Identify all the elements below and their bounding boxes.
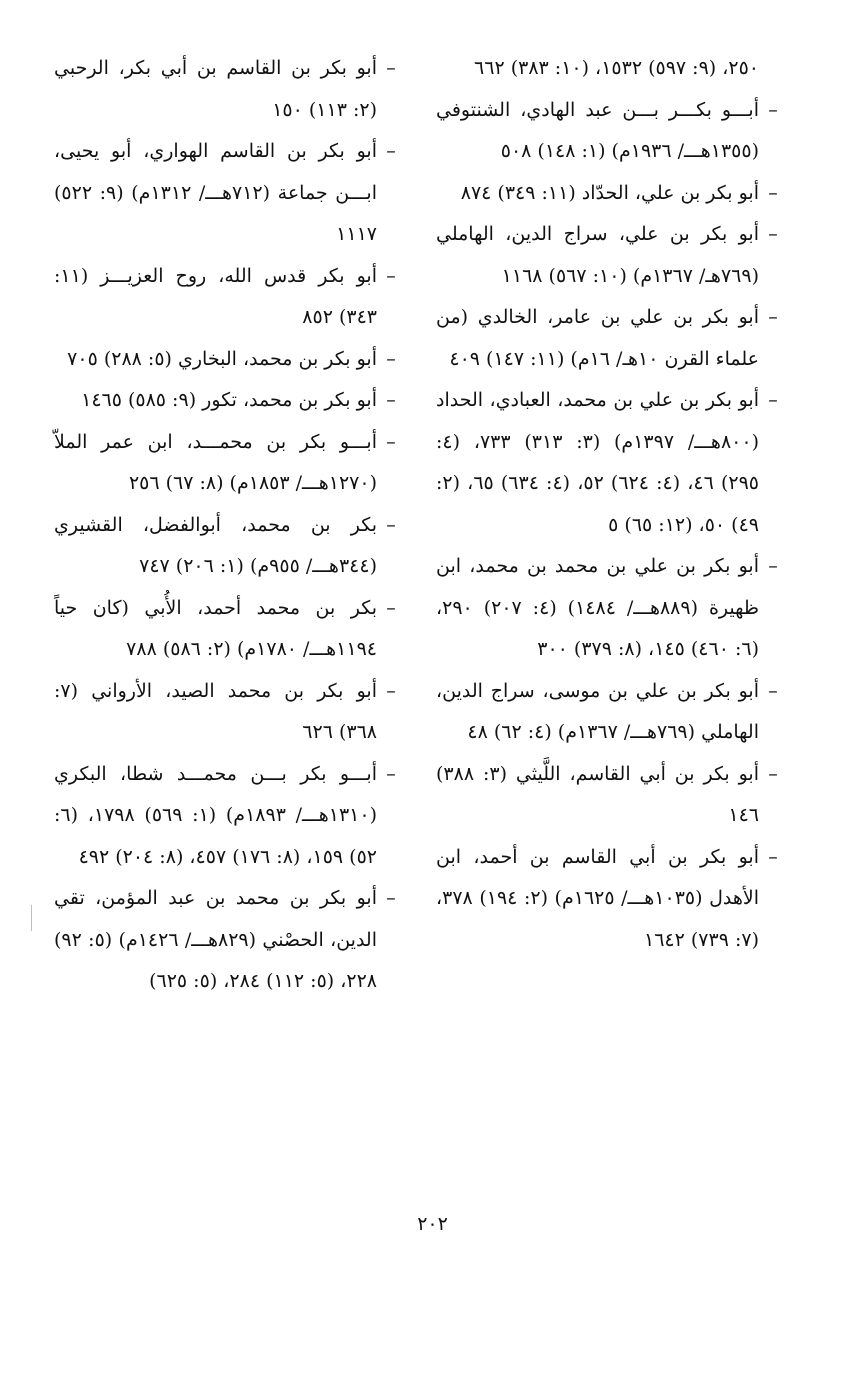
entry-text: أبو بكر بن محمد بن عبد المؤمن، تقي الدين، الحصْني (٨٢٩هـــ/ ١٤٢٦م) (٥: ٩٢) ٢٢٨، (٥: ١١٢) ٢٨٤، (٥: ٦٢٥) bbox=[54, 887, 377, 992]
index-column-left bbox=[54, 48, 399, 1003]
entry-text: أبـــو بكـــر بـــن عبد الهادي، الشنتوفي (١٣٥٥هـــ/ ١٩٣٦م) (١: ١٤٨) ٥٠٨ bbox=[436, 98, 759, 162]
entry-dash: – bbox=[768, 181, 778, 204]
entry-dash: – bbox=[768, 762, 778, 785]
index-entry bbox=[54, 505, 399, 588]
entry-text: بكر بن محمد أحمد، الأُبي (كان حياً ١١٩٤هـــ/ ١٧٨٠م) (٢: ٥٨٦) ٧٨٨ bbox=[54, 596, 377, 660]
entry-dash: – bbox=[386, 596, 396, 619]
entry-text: أبـــو بكر بـــن محمـــد شطا، البكري (١٣١٠هـــ/ ١٨٩٣م) (١: ٥٦٩) ١٧٩٨، (٦: ٥٢) ١٥٩، (٨: ١٧٦) ٤٥٧، (٨: ٢٠٤) ٤٩٢ bbox=[54, 762, 377, 868]
index-entry bbox=[436, 837, 781, 962]
entry-dash: – bbox=[768, 389, 778, 411]
index-entry bbox=[436, 754, 781, 837]
index-entry bbox=[54, 256, 399, 339]
entry-dash: – bbox=[386, 389, 396, 411]
index-entry bbox=[54, 754, 399, 879]
entry-text: أبو بكر بن محمد، البخاري (٥: ٢٨٨) ٧٠٥ bbox=[67, 347, 377, 370]
index-entry bbox=[436, 671, 781, 754]
entry-text: أبو بكر بن القاسم الهواري، أبو يحيى، ابـــن جماعة (٧١٢هـــ/ ١٣١٢م) (٩: ٥٢٢) ١١١٧ bbox=[54, 140, 377, 245]
page-number: ٢٠٢ bbox=[417, 1213, 448, 1235]
index-entry bbox=[436, 380, 781, 546]
index-entry bbox=[436, 546, 781, 671]
entry-text: أبو بكر قدس الله، روح العزيـــز (١١: ٣٤٣) ٨٥٢ bbox=[54, 264, 377, 328]
entry-text: ٢٥٠، (٩: ٥٩٧) ١٥٣٢، (١٠: ٣٨٣) ٦٦٢ bbox=[474, 57, 759, 79]
index-entry bbox=[54, 878, 399, 1003]
entry-text: أبو بكر بن أبي القاسم، اللَّيثي (٣: ٣٨٨) ١٤٦ bbox=[436, 762, 759, 826]
entry-dash: – bbox=[386, 57, 396, 79]
entry-dash: – bbox=[768, 306, 778, 328]
entry-dash: – bbox=[768, 555, 778, 577]
entry-text: أبو بكر بن علي بن محمد بن محمد، ابن ظهيرة (٨٨٩هـــ/ ١٤٨٤) (٤: ٢٠٧) ٢٩٠، (٦: ٤٦٠) ١٤٥، (٨: ٣٧٩) ٣٠٠ bbox=[436, 555, 759, 660]
entry-dash: – bbox=[386, 347, 396, 370]
entry-text: أبو بكر بن محمد الصيد، الأرواني (٧: ٣٦٨) ٦٢٦ bbox=[54, 679, 377, 743]
entry-dash: – bbox=[768, 679, 778, 702]
index-entry bbox=[436, 90, 781, 173]
entry-text: بكر بن محمد، أبوالفضل، القشيري (٣٤٤هـــ/ ٩٥٥م) (١: ٢٠٦) ٧٤٧ bbox=[54, 513, 377, 577]
entry-dash: – bbox=[768, 845, 778, 868]
entry-dash: – bbox=[386, 762, 396, 785]
entry-text: أبو بكر بن علي، سراج الدين، الهاملي (٧٦٩هـ/ ١٣٦٧م) (١٠: ٥٦٧) ١١٦٨ bbox=[436, 223, 759, 287]
entry-text: أبو بكر بن علي، الحدّاد (١١: ٣٤٩) ٨٧٤ bbox=[460, 181, 759, 204]
index-entry bbox=[54, 588, 399, 671]
index-column-right bbox=[436, 48, 781, 961]
index-entry bbox=[54, 131, 399, 256]
entry-text: أبو بكر بن القاسم بن أبي بكر، الرحبي (٢: ١١٣) ١٥٠ bbox=[54, 57, 377, 121]
entry-dash: – bbox=[386, 887, 396, 909]
index-entry bbox=[54, 48, 399, 131]
index-entry bbox=[436, 297, 781, 380]
index-entry bbox=[436, 173, 781, 215]
entry-text: أبو بكر بن أبي القاسم بن أحمد، ابن الأهدل (١٠٣٥هـــ/ ١٦٢٥م) (٢: ١٩٤) ٣٧٨، (٧: ٧٣٩) ١٦٤٢ bbox=[436, 845, 760, 951]
entry-dash: – bbox=[768, 98, 778, 121]
entry-dash: – bbox=[386, 264, 396, 287]
entry-text: أبو بكر بن علي بن موسى، سراج الدين، الهاملي (٧٦٩هـــ/ ١٣٦٧م) (٤: ٦٢) ٤٨ bbox=[436, 679, 759, 743]
index-entry bbox=[54, 380, 399, 422]
entry-dash: – bbox=[768, 223, 778, 245]
entry-dash: – bbox=[386, 679, 396, 702]
entry-dash: – bbox=[386, 430, 396, 453]
index-entry bbox=[54, 671, 399, 754]
entry-dash: – bbox=[386, 513, 396, 536]
scan-edge-mark bbox=[31, 905, 32, 931]
entry-dash: – bbox=[386, 140, 396, 162]
index-entry bbox=[436, 214, 781, 297]
index-entry bbox=[54, 339, 399, 381]
index-entry bbox=[54, 422, 399, 505]
index-entry bbox=[436, 48, 781, 90]
entry-text: أبو بكر بن محمد، تكور (٩: ٥٨٥) ١٤٦٥ bbox=[81, 389, 377, 411]
entry-text: أبـــو بكر بن محمـــد، ابن عمر الملاّ (١٢٧٠هـــ/ ١٨٥٣م) (٨: ٦٧) ٢٥٦ bbox=[54, 430, 377, 494]
entry-text: أبو بكر بن علي بن عامر، الخالدي (من علماء القرن ١٠هـ/ ١٦م) (١١: ١٤٧) ٤٠٩ bbox=[436, 306, 759, 370]
entry-text: أبو بكر بن علي بن محمد، العبادي، الحداد (٨٠٠هـــ/ ١٣٩٧م) (٣: ٣١٣) ٧٣٣، (٤: ٢٩٥) ٤٦، (٤: ٦٢٤) ٥٢، (٤: ٦٣٤) ٦٥، (٢: ٤٩) ٥٠، (١٢: ٦٥) ٥ bbox=[436, 389, 759, 536]
